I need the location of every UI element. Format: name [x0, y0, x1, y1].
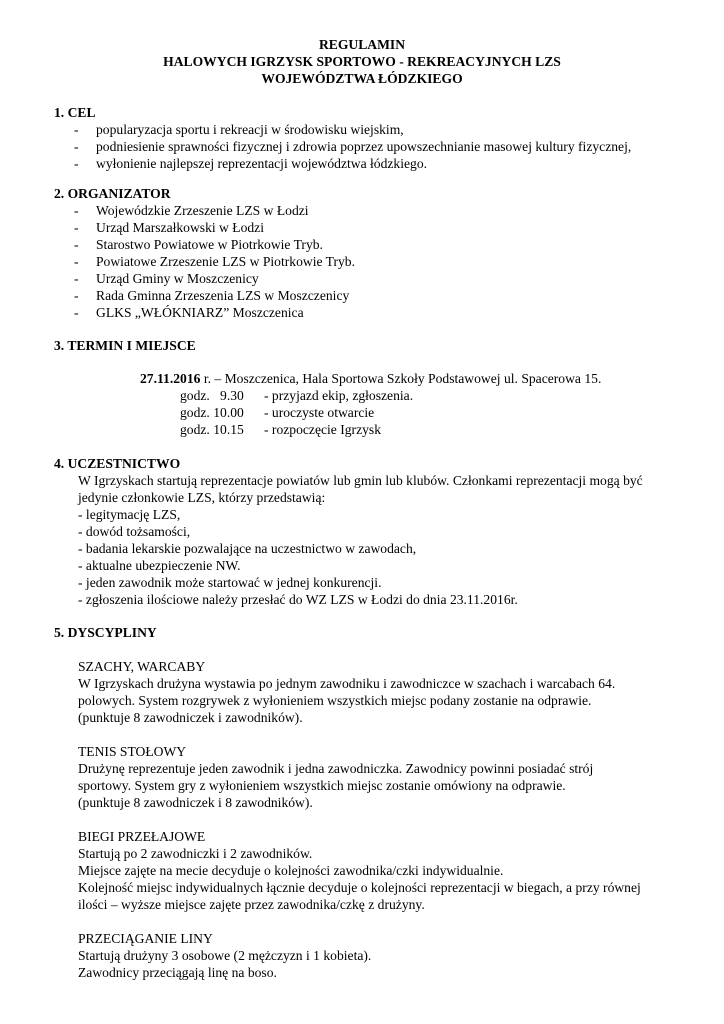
paragraph-line: Startują drużyny 3 osobowe (2 mężczyzn i 1 kobieta). — [78, 948, 372, 963]
schedule-row — [140, 404, 694, 421]
schedule-desc: - uroczyste otwarcie — [264, 405, 375, 420]
section-heading: 5. DYSCYPLINY — [54, 625, 157, 640]
title-line-2: HALOWYCH IGRZYSK SPORTOWO - REKREACYJNYCH LZS — [163, 54, 561, 69]
list-item: - zgłoszenia ilościowe należy przesłać do WZ LZS w Łodzi do dnia 23.11.2016r. — [78, 592, 518, 607]
discipline-title: TENIS STOŁOWY — [78, 744, 187, 759]
schedule-row — [140, 421, 694, 438]
section-organizator — [54, 185, 694, 321]
list-item: - Rada Gminna Zrzeszenia LZS w Moszczenicy — [74, 288, 350, 303]
paragraph-line: Kolejność miejsc indywidualnych łącznie decyduje o kolejności reprezentacji w biegach, a przy równej — [78, 880, 641, 895]
event-date-place — [140, 370, 694, 387]
list-item: - GLKS „WŁÓKNIARZ” Moszczenica — [74, 305, 304, 320]
paragraph-line: jedynie członkowie LZS, którzy przedstawią: — [78, 490, 326, 505]
section-cel — [54, 104, 694, 172]
schedule-time: godz. 10.00 — [180, 405, 244, 420]
list-item: - Wojewódzkie Zrzeszenie LZS w Łodzi — [74, 203, 309, 218]
list-item: - Urząd Marszałkowski w Łodzi — [74, 220, 264, 235]
list-item: - legitymację LZS, — [78, 507, 181, 522]
schedule-desc: - rozpoczęcie Igrzysk — [264, 422, 381, 437]
list-item: - dowód tożsamości, — [78, 524, 191, 539]
discipline-title: PRZECIĄGANIE LINY — [78, 931, 213, 946]
paragraph-line: Zawodnicy przeciągają linę na boso. — [78, 965, 277, 980]
event-date: 27.11.2016 — [140, 371, 201, 386]
discipline-szachy — [78, 658, 694, 726]
section-dyscypliny — [54, 624, 694, 981]
document-title — [0, 36, 724, 87]
discipline-biegi — [78, 828, 694, 913]
discipline-tenis — [78, 743, 694, 811]
schedule — [140, 370, 694, 438]
section-termin — [54, 337, 694, 438]
section-heading: 2. ORGANIZATOR — [54, 186, 171, 201]
list-item: - popularyzacja sportu i rekreacji w środowisku wiejskim, — [74, 122, 404, 137]
discipline-title: SZACHY, WARCABY — [78, 659, 206, 674]
schedule-time: godz. 10.15 — [180, 422, 244, 437]
list-item: - Powiatowe Zrzeszenie LZS w Piotrkowie Tryb. — [74, 254, 356, 269]
paragraph-line: Startują po 2 zawodniczki i 2 zawodników. — [78, 846, 313, 861]
schedule-time: godz. 9.30 — [180, 388, 244, 403]
section-heading: 4. UCZESTNICTWO — [54, 456, 181, 471]
paragraph-line: W Igrzyskach drużyna wystawia po jednym zawodniku i zawodniczce w szachach i warcabach 64. — [78, 676, 616, 691]
cel-list — [54, 121, 694, 172]
paragraph-line: (punktuje 8 zawodniczek i 8 zawodników). — [78, 795, 313, 810]
paragraph-line: polowych. System rozgrywek z wyłonieniem wszystkich miejsc podany zostanie na odprawie. — [78, 693, 592, 708]
paragraph-line: Drużynę reprezentuje jeden zawodnik i jedna zawodniczka. Zawodnicy powinni posiadać strój — [78, 761, 594, 776]
section-uczestnictwo — [54, 455, 694, 608]
schedule-row — [140, 387, 694, 404]
paragraph-line: (punktuje 8 zawodniczek i zawodników). — [78, 710, 303, 725]
list-item: - aktualne ubezpieczenie NW. — [78, 558, 241, 573]
section-heading: 3. TERMIN I MIEJSCE — [54, 338, 196, 353]
list-item: - wyłonienie najlepszej reprezentacji województwa łódzkiego. — [74, 156, 428, 171]
uczestnictwo-body — [78, 472, 694, 608]
paragraph-line: ilości – wyższe miejsce zajęte przez zawodnika/czkę z drużyny. — [78, 897, 425, 912]
paragraph-line: Miejsce zajęte na mecie decyduje o kolejności zawodnika/czki indywidualnie. — [78, 863, 504, 878]
list-item: - jeden zawodnik może startować w jednej konkurencji. — [78, 575, 382, 590]
paragraph-line: sportowy. System gry z wyłonieniem wszystkich miejsc zostanie omówiony na odprawie. — [78, 778, 566, 793]
discipline-title: BIEGI PRZEŁAJOWE — [78, 829, 206, 844]
schedule-desc: - przyjazd ekip, zgłoszenia. — [264, 388, 414, 403]
list-item: - Urząd Gminy w Moszczenicy — [74, 271, 259, 286]
title-line-3: WOJEWÓDZTWA ŁÓDZKIEGO — [261, 71, 463, 86]
list-item: - badania lekarskie pozwalające na uczestnictwo w zawodach, — [78, 541, 417, 556]
discipline-lina — [78, 930, 694, 981]
list-item: - Starostwo Powiatowe w Piotrkowie Tryb. — [74, 237, 323, 252]
list-item: - podniesienie sprawności fizycznej i zdrowia poprzez upowszechnianie masowej kultury fizycznej, — [74, 139, 632, 154]
event-place: r. – Moszczenica, Hala Sportowa Szkoły Podstawowej ul. Spacerowa 15. — [200, 371, 602, 386]
organizator-list — [54, 202, 694, 321]
paragraph-line: W Igrzyskach startują reprezentacje powiatów lub gmin lub klubów. Członkami reprezentacji mogą być — [78, 473, 643, 488]
title-line-1: REGULAMIN — [318, 37, 406, 52]
section-heading: 1. CEL — [54, 105, 96, 120]
